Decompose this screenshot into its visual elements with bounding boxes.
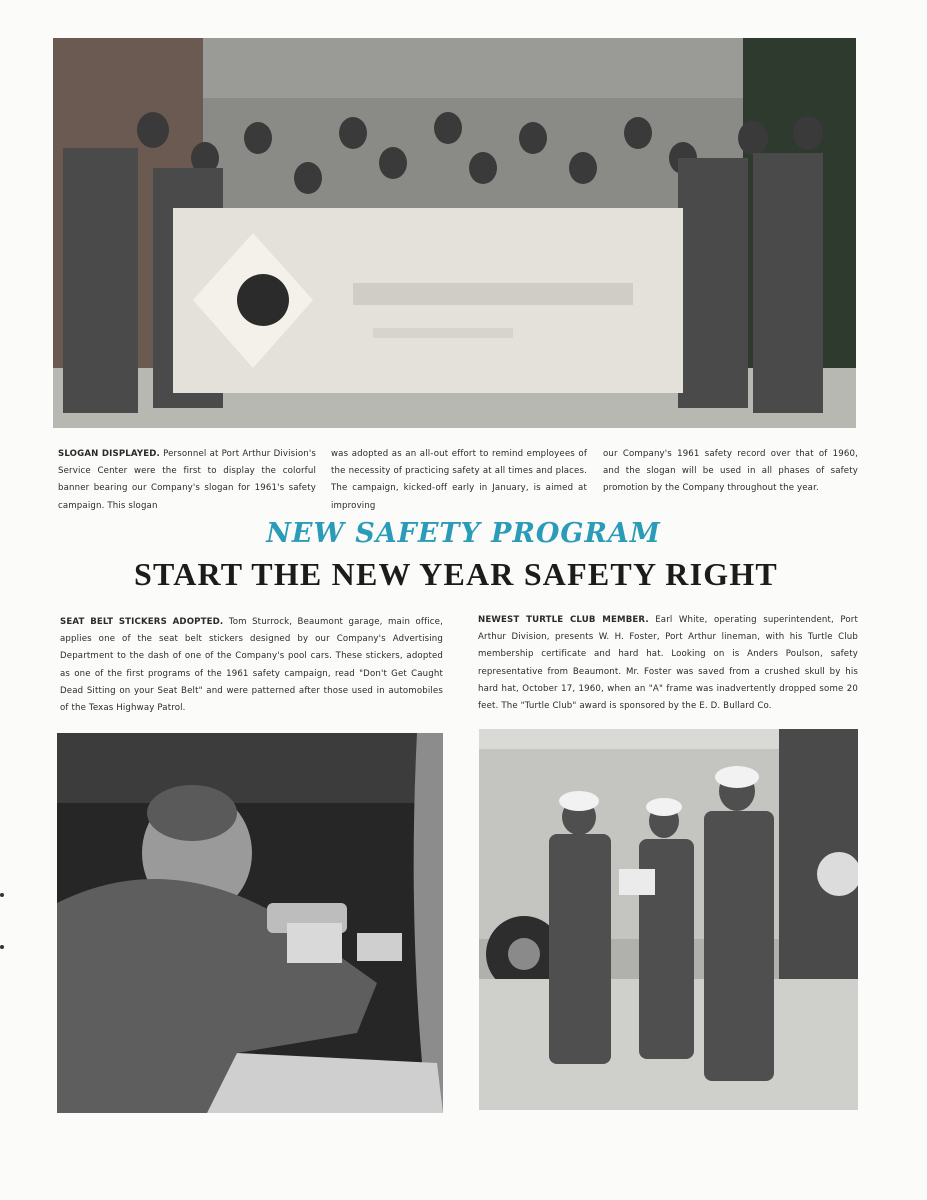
seat-belt-caption <box>60 614 443 717</box>
turtle-club-caption-lead: NEWEST TURTLE CLUB MEMBER. <box>478 615 649 625</box>
turtle-club-caption <box>478 612 858 715</box>
slogan-caption-text-1: Personnel at Port Arthur Division's Service Center were the first to display the colorful banner bearing our Company's slogan for 1961's safety campaign. This slogan <box>58 449 316 511</box>
group-banner-photo <box>53 38 856 428</box>
seat-belt-caption-lead: SEAT BELT STICKERS ADOPTED. <box>60 617 224 627</box>
margin-mark <box>0 945 4 949</box>
slogan-caption-text-2: was adopted as an all-out effort to remind employees of the necessity of practicing safety at all times and places. The campaign, kicked-off early in January, is aimed at improving <box>331 449 587 511</box>
slogan-caption-col2 <box>331 446 587 515</box>
slogan-caption-lead: SLOGAN DISPLAYED. <box>58 449 160 459</box>
turtle-club-photo <box>479 729 858 1110</box>
slogan-caption-text-3: our Company's 1961 safety record over that of 1960, and the slogan will be used in all phases of safety promotion by the Company throughout the year. <box>603 449 858 494</box>
seat-belt-sticker-photo <box>57 733 443 1113</box>
turtle-club-caption-text: Earl White, operating superintendent, Port Arthur Division, presents W. H. Foster, Port Arthur lineman, with his Turtle Club membership certificate and hard hat. Looking on is Anders Poulson, safety representative from Beaumont. Mr. Foster was saved from a crushed skull by his hard hat, October 17, 1960, when an "A" frame was inadvertently dropped some 20 feet. The "Turtle Club" award is sponsored by the E. D. Bullard Co. <box>478 615 858 712</box>
slogan-caption-col3 <box>603 446 858 498</box>
slogan-caption-col1 <box>58 446 316 515</box>
program-headline: NEW SAFETY PROGRAM <box>266 518 661 549</box>
seat-belt-caption-text: Tom Sturrock, Beaumont garage, main office, applies one of the seat belt stickers designed by our Company's Advertising Department to the dash of one of the Company's pool cars. These stickers, adopted as one of the first programs of the 1961 safety campaign, read "Don't Get Caught Dead Sitting on your Seat Belt" and were patterned after those used in automobiles of the Texas Highway Patrol. <box>60 617 443 714</box>
main-headline: START THE NEW YEAR SAFETY RIGHT <box>134 556 778 592</box>
margin-mark <box>0 893 4 897</box>
